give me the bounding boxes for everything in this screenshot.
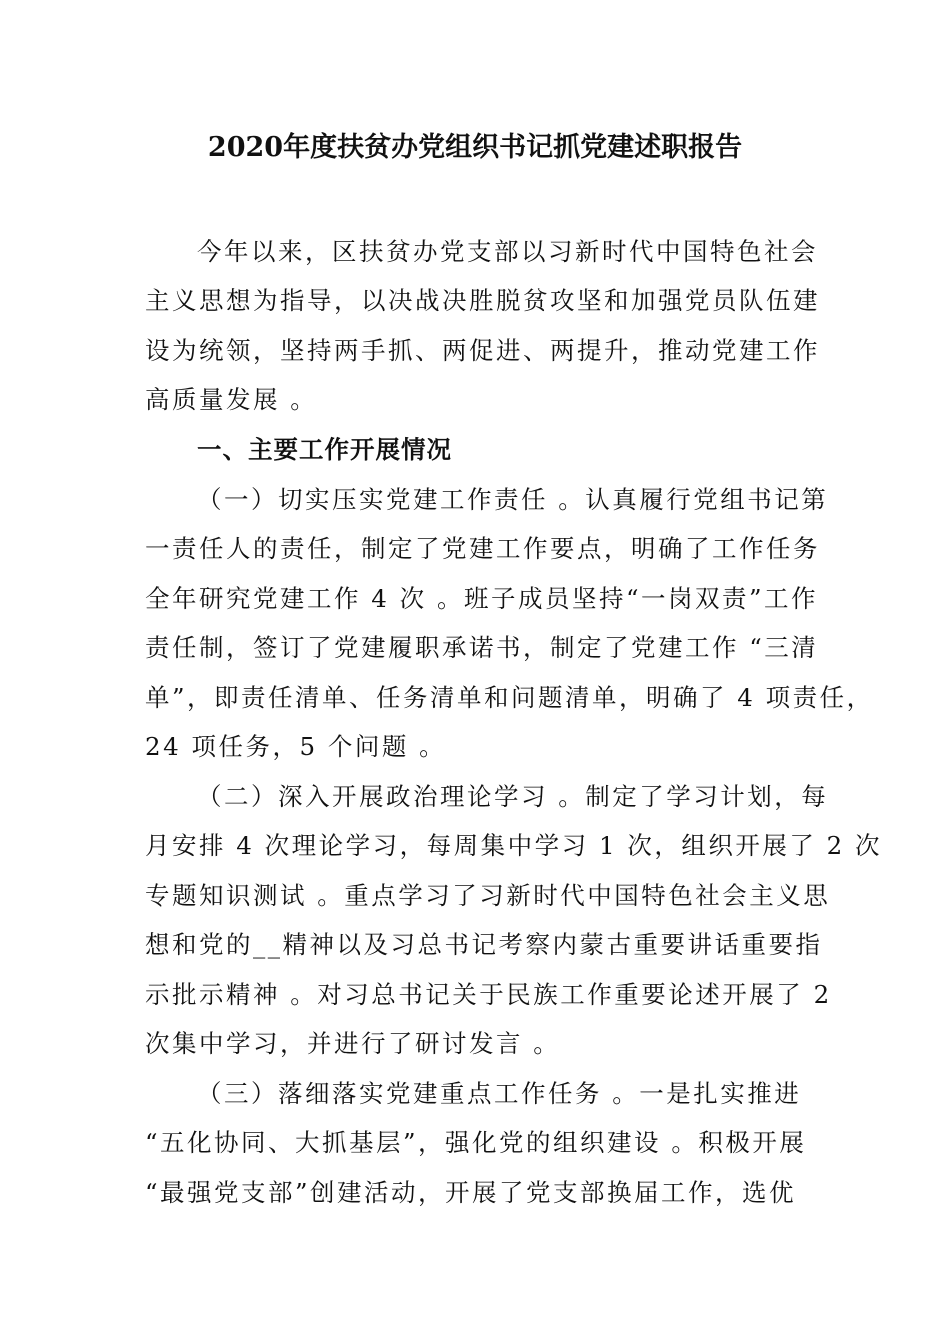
- paragraph-line: 高质量发展 。: [145, 385, 318, 414]
- document-title: 2020年度扶贫办党组织书记抓党建述职报告: [207, 132, 743, 163]
- paragraph-line: 单”，即责任清单、任务清单和问题清单，明确了 4 项责任，: [145, 683, 874, 712]
- paragraph-line: 专题知识测试 。重点学习了习新时代中国特色社会主义思: [145, 881, 831, 910]
- section-heading: 一、主要工作开展情况: [197, 435, 452, 464]
- paragraph-line: 责任制，签订了党建履职承诺书，制定了党建工作 “三清: [145, 633, 819, 662]
- paragraph-line: （二）深入开展政治理论学习 。制定了学习计划，每: [197, 782, 829, 811]
- paragraph-line: 全年研究党建工作 4 次 。班子成员坚持“一岗双责”工作: [145, 584, 818, 613]
- paragraph-line: 设为统领，坚持两手抓、两促进、两提升，推动党建工作: [145, 336, 820, 365]
- paragraph-line: 示批示精神 。对习总书记关于民族工作重要论述开展了 2: [145, 980, 832, 1009]
- paragraph-line: “最强党支部”创建活动，开展了党支部换届工作，选优: [145, 1178, 797, 1207]
- paragraph-line: 24 项任务，5 个问题 。: [145, 732, 447, 761]
- paragraph-line: 想和党的__精神以及习总书记考察内蒙古重要讲话重要指: [145, 930, 823, 959]
- paragraph-line: （三）落细落实党建重点工作任务 。一是扎实推进: [197, 1079, 802, 1108]
- paragraph-line: 一责任人的责任，制定了党建工作要点，明确了工作任务: [145, 534, 820, 563]
- paragraph-line: 月安排 4 次理论学习，每周集中学习 1 次，组织开展了 2 次: [145, 831, 882, 860]
- paragraph-line: 今年以来，区扶贫办党支部以习新时代中国特色社会: [197, 237, 818, 266]
- paragraph-line: 主义思想为指导，以决战决胜脱贫攻坚和加强党员队伍建: [145, 286, 820, 315]
- paragraph-line: 次集中学习，并进行了研讨发言 。: [145, 1029, 561, 1058]
- paragraph-line: “五化协同、大抓基层”，强化党的组织建设 。积极开展: [145, 1128, 807, 1157]
- paragraph-line: （一）切实压实党建工作责任 。认真履行党组书记第: [197, 485, 829, 514]
